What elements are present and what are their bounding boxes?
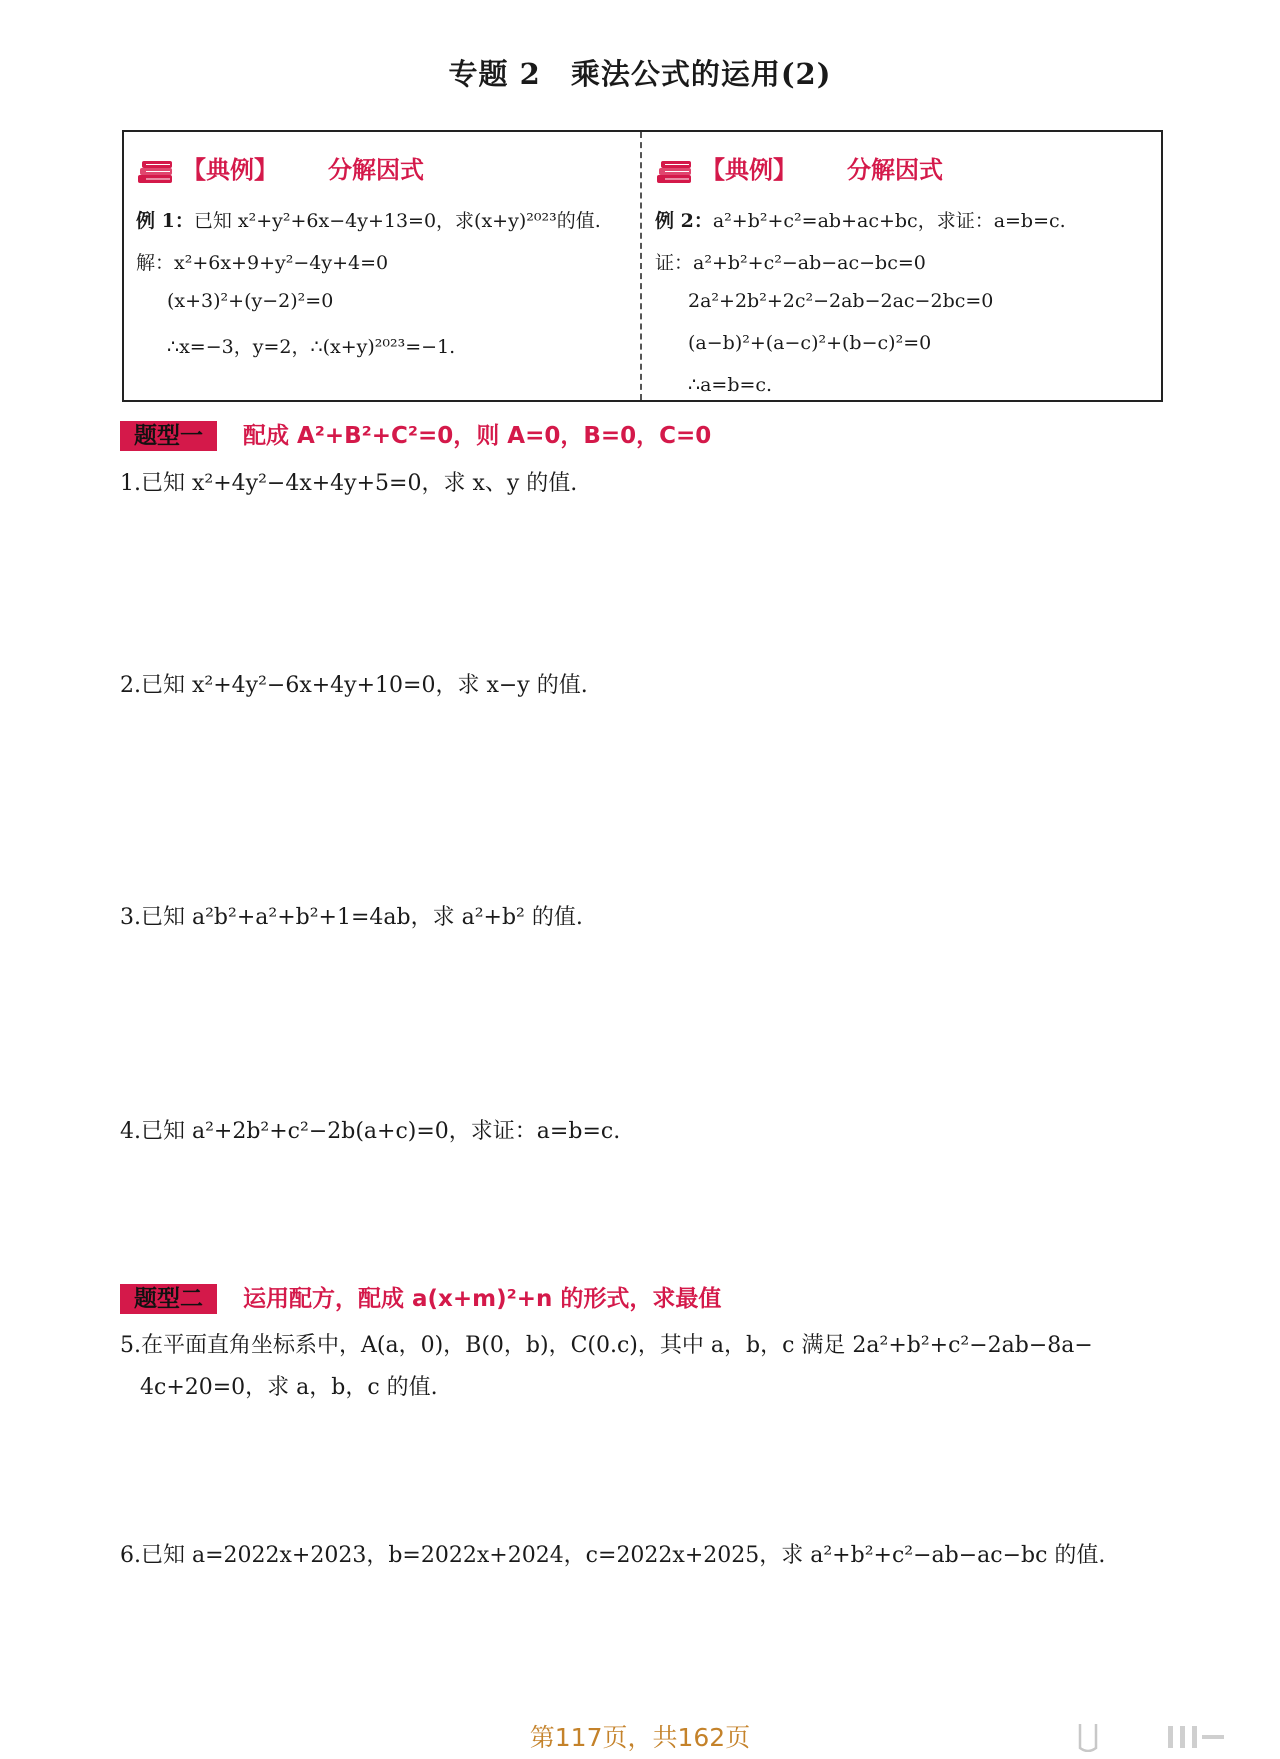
example-1-line: 解：x²+6x+9+y²−4y+4=0 (136, 252, 389, 274)
example-2-line: 证：a²+b²+c²−ab−ac−bc=0 (655, 252, 926, 274)
question-type-1-badge-label: 题型一 (134, 423, 203, 449)
example-1-tag: 【典例】 (182, 156, 278, 184)
example-1-topic: 分解因式 (328, 156, 424, 184)
question-type-1-badge (120, 421, 217, 451)
problem-3: 3.已知 a²b²+a²+b²+1=4ab，求 a²+b² 的值. (120, 905, 583, 930)
problem-4: 4.已知 a²+2b²+c²−2b(a+c)=0，求证：a=b=c. (120, 1119, 621, 1144)
page-title: 专题 2 乘法公式的运用(2) (448, 57, 832, 91)
book-stack-icon (136, 159, 176, 185)
problem-6: 6.已知 a=2022x+2023，b=2022x+2024，c=2022x+2025，求 a²+b²+c²−ab−ac−bc 的值. (120, 1543, 1106, 1568)
example-1-header (136, 150, 424, 185)
question-type-1-desc: 配成 A²+B²+C²=0，则 A=0，B=0，C=0 (243, 423, 712, 449)
example-1-line: ∴x=−3，y=2，∴(x+y)²⁰²³=−1. (167, 336, 456, 358)
problem-5-line-1: 5.在平面直角坐标系中，A(a，0)，B(0，b)，C(0.c)，其中 a，b，c 满足 2a²+b²+c²−2ab−8a− (120, 1333, 1093, 1358)
problem-1: 1.已知 x²+4y²−4x+4y+5=0，求 x、y 的值. (120, 471, 578, 496)
viewer-toolbar (1076, 1722, 1256, 1752)
question-type-2-badge-label: 题型二 (134, 1286, 203, 1312)
example-1-label: 例 1： (136, 210, 194, 232)
example-2-line: (a−b)²+(a−c)²+(b−c)²=0 (688, 332, 932, 354)
example-2-label: 例 2： (655, 210, 713, 232)
page-indicator: 第117页，共162页 (529, 1723, 751, 1752)
question-type-1-heading (120, 417, 711, 451)
page-layout-icon[interactable] (1166, 1724, 1226, 1754)
example-1-line: (x+3)²+(y−2)²=0 (167, 290, 334, 312)
example-2-line: a²+b²+c²=ab+ac+bc，求证：a=b=c. (712, 210, 1066, 232)
example-1-line: 已知 x²+y²+6x−4y+13=0，求(x+y)²⁰²³的值. (193, 210, 601, 232)
problem-5-line-2: 4c+20=0，求 a，b，c 的值. (140, 1375, 438, 1400)
question-type-2-heading (120, 1280, 721, 1314)
example-2-line: ∴a=b=c. (688, 374, 773, 396)
question-type-2-badge (120, 1284, 217, 1314)
example-2-topic: 分解因式 (847, 156, 943, 184)
example-divider (640, 132, 642, 400)
example-2-line: 2a²+2b²+2c²−2ab−2ac−2bc=0 (688, 290, 994, 312)
example-2-tag: 【典例】 (701, 156, 797, 184)
bookmark-icon[interactable] (1076, 1722, 1100, 1756)
example-1-statement (136, 206, 601, 233)
example-2-statement (655, 206, 1066, 233)
book-stack-icon (655, 159, 695, 185)
example-2-header (655, 150, 943, 185)
question-type-2-desc: 运用配方，配成 a(x+m)²+n 的形式，求最值 (243, 1286, 722, 1312)
problem-2: 2.已知 x²+4y²−6x+4y+10=0，求 x−y 的值. (120, 673, 588, 698)
